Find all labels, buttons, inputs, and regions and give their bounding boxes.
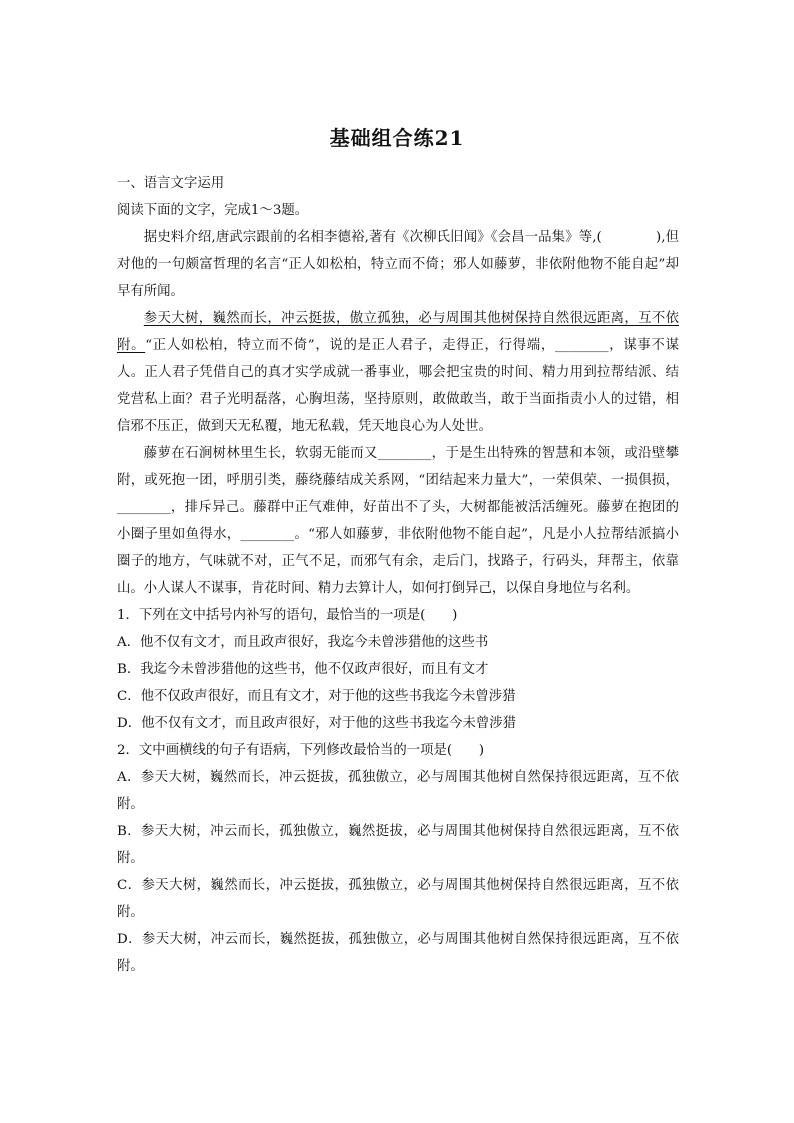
passage-paragraph-1: 据史料介绍,唐武宗跟前的名相李德裕,著有《次柳氏旧闻》《会昌一品集》等,( ),但对他的一句颇富哲理的名言“正人如松柏，特立而不倚；邪人如藤萝，非依附他物不能自起”却早有所闻。 xyxy=(117,230,679,299)
question-1-option-b: B．我迄今未曾涉猎他的这些书，他不仅政声很好，而且有文才 xyxy=(117,662,489,677)
question-1-option-c: C．他不仅政声很好，而且有文才，对于他的这些书我迄今未曾涉猎 xyxy=(117,689,516,704)
question-2-option-a: A．参天大树，巍然而长，冲云挺拔，孤独傲立，必与周围其他树自然保持很远距离，互不依附。 xyxy=(117,770,679,812)
passage-paragraph-2-rest: “正人如松柏，特立而不倚”，说的是正人君子，走得正，行得端，________，谋事不谋人。正人君子凭借自己的真才实学成就一番事业，哪会把宝贵的时间、精力用到拉帮结派、结党营私上面？君子光明磊落，心胸坦荡，坚持原则，敢做敢当，敢于当面指责小人的过错，相信邪不压正，做到天无私覆，地无私载，凭天地良心为人处世。 xyxy=(117,338,679,434)
underlined-sentence: 参天大树，巍然而长，冲云挺拔，傲立孤独，必与周围其他树保持自然很远距离，互不依附。 xyxy=(117,311,679,353)
question-2-stem: 2．文中画横线的句子有语病，下列修改最恰当的一项是( ) xyxy=(117,743,485,758)
question-1-option-d: D．他不仅有文才，而且政声很好，对于他的这些书我迄今未曾涉猎 xyxy=(117,716,517,731)
question-2-option-c: C．参天大树，巍然而长，冲云挺拔，孤独傲立，必与周围其他树保持自然很远距离，互不依附。 xyxy=(117,878,679,920)
question-2-option-d: D．参天大树，冲云而长，巍然挺拔，孤独傲立，必与周围其他树自然保持很远距离，互不依附。 xyxy=(117,932,679,974)
instruction-text: 阅读下面的文字，完成1～3题。 xyxy=(117,203,309,218)
document-content xyxy=(117,170,679,980)
question-1-option-a: A．他不仅有文才，而且政声很好，我迄今未曾涉猎他的这些书 xyxy=(117,635,489,650)
question-1-stem: 1．下列在文中括号内补写的语句，最恰当的一项是( ) xyxy=(117,608,458,623)
page-title: 基础组合练21 xyxy=(329,126,465,150)
section-heading: 一、语言文字运用 xyxy=(117,176,225,191)
passage-paragraph-2 xyxy=(117,305,679,440)
passage-paragraph-3: 藤萝在石涧树林里生长，软弱无能而又________，于是生出特殊的智慧和本领，或沿壁攀附，或死抱一团，呼朋引类，藤绕藤结成关系网，“团结起来力量大”，一荣俱荣、一损俱损，________，排斥异己。藤群中正气难伸，好苗出不了头，大树都能被活活缠死。藤萝在抱团的小圈子里如鱼得水，________。“邪人如藤萝，非依附他物不能自起”，凡是小人拉帮结派搞小圈子的地方，气味就不对，正气不足，而邪气有余，走后门，找路子，行码头，拜帮主，依靠山。小人谋人不谋事，肯花时间、精力去算计人，如何打倒异己，以保自身地位与名利。 xyxy=(117,446,679,596)
question-2-option-b: B．参天大树，冲云而长，孤独傲立，巍然挺拔，必与周围其他树保持自然很远距离，互不依附。 xyxy=(117,824,679,866)
